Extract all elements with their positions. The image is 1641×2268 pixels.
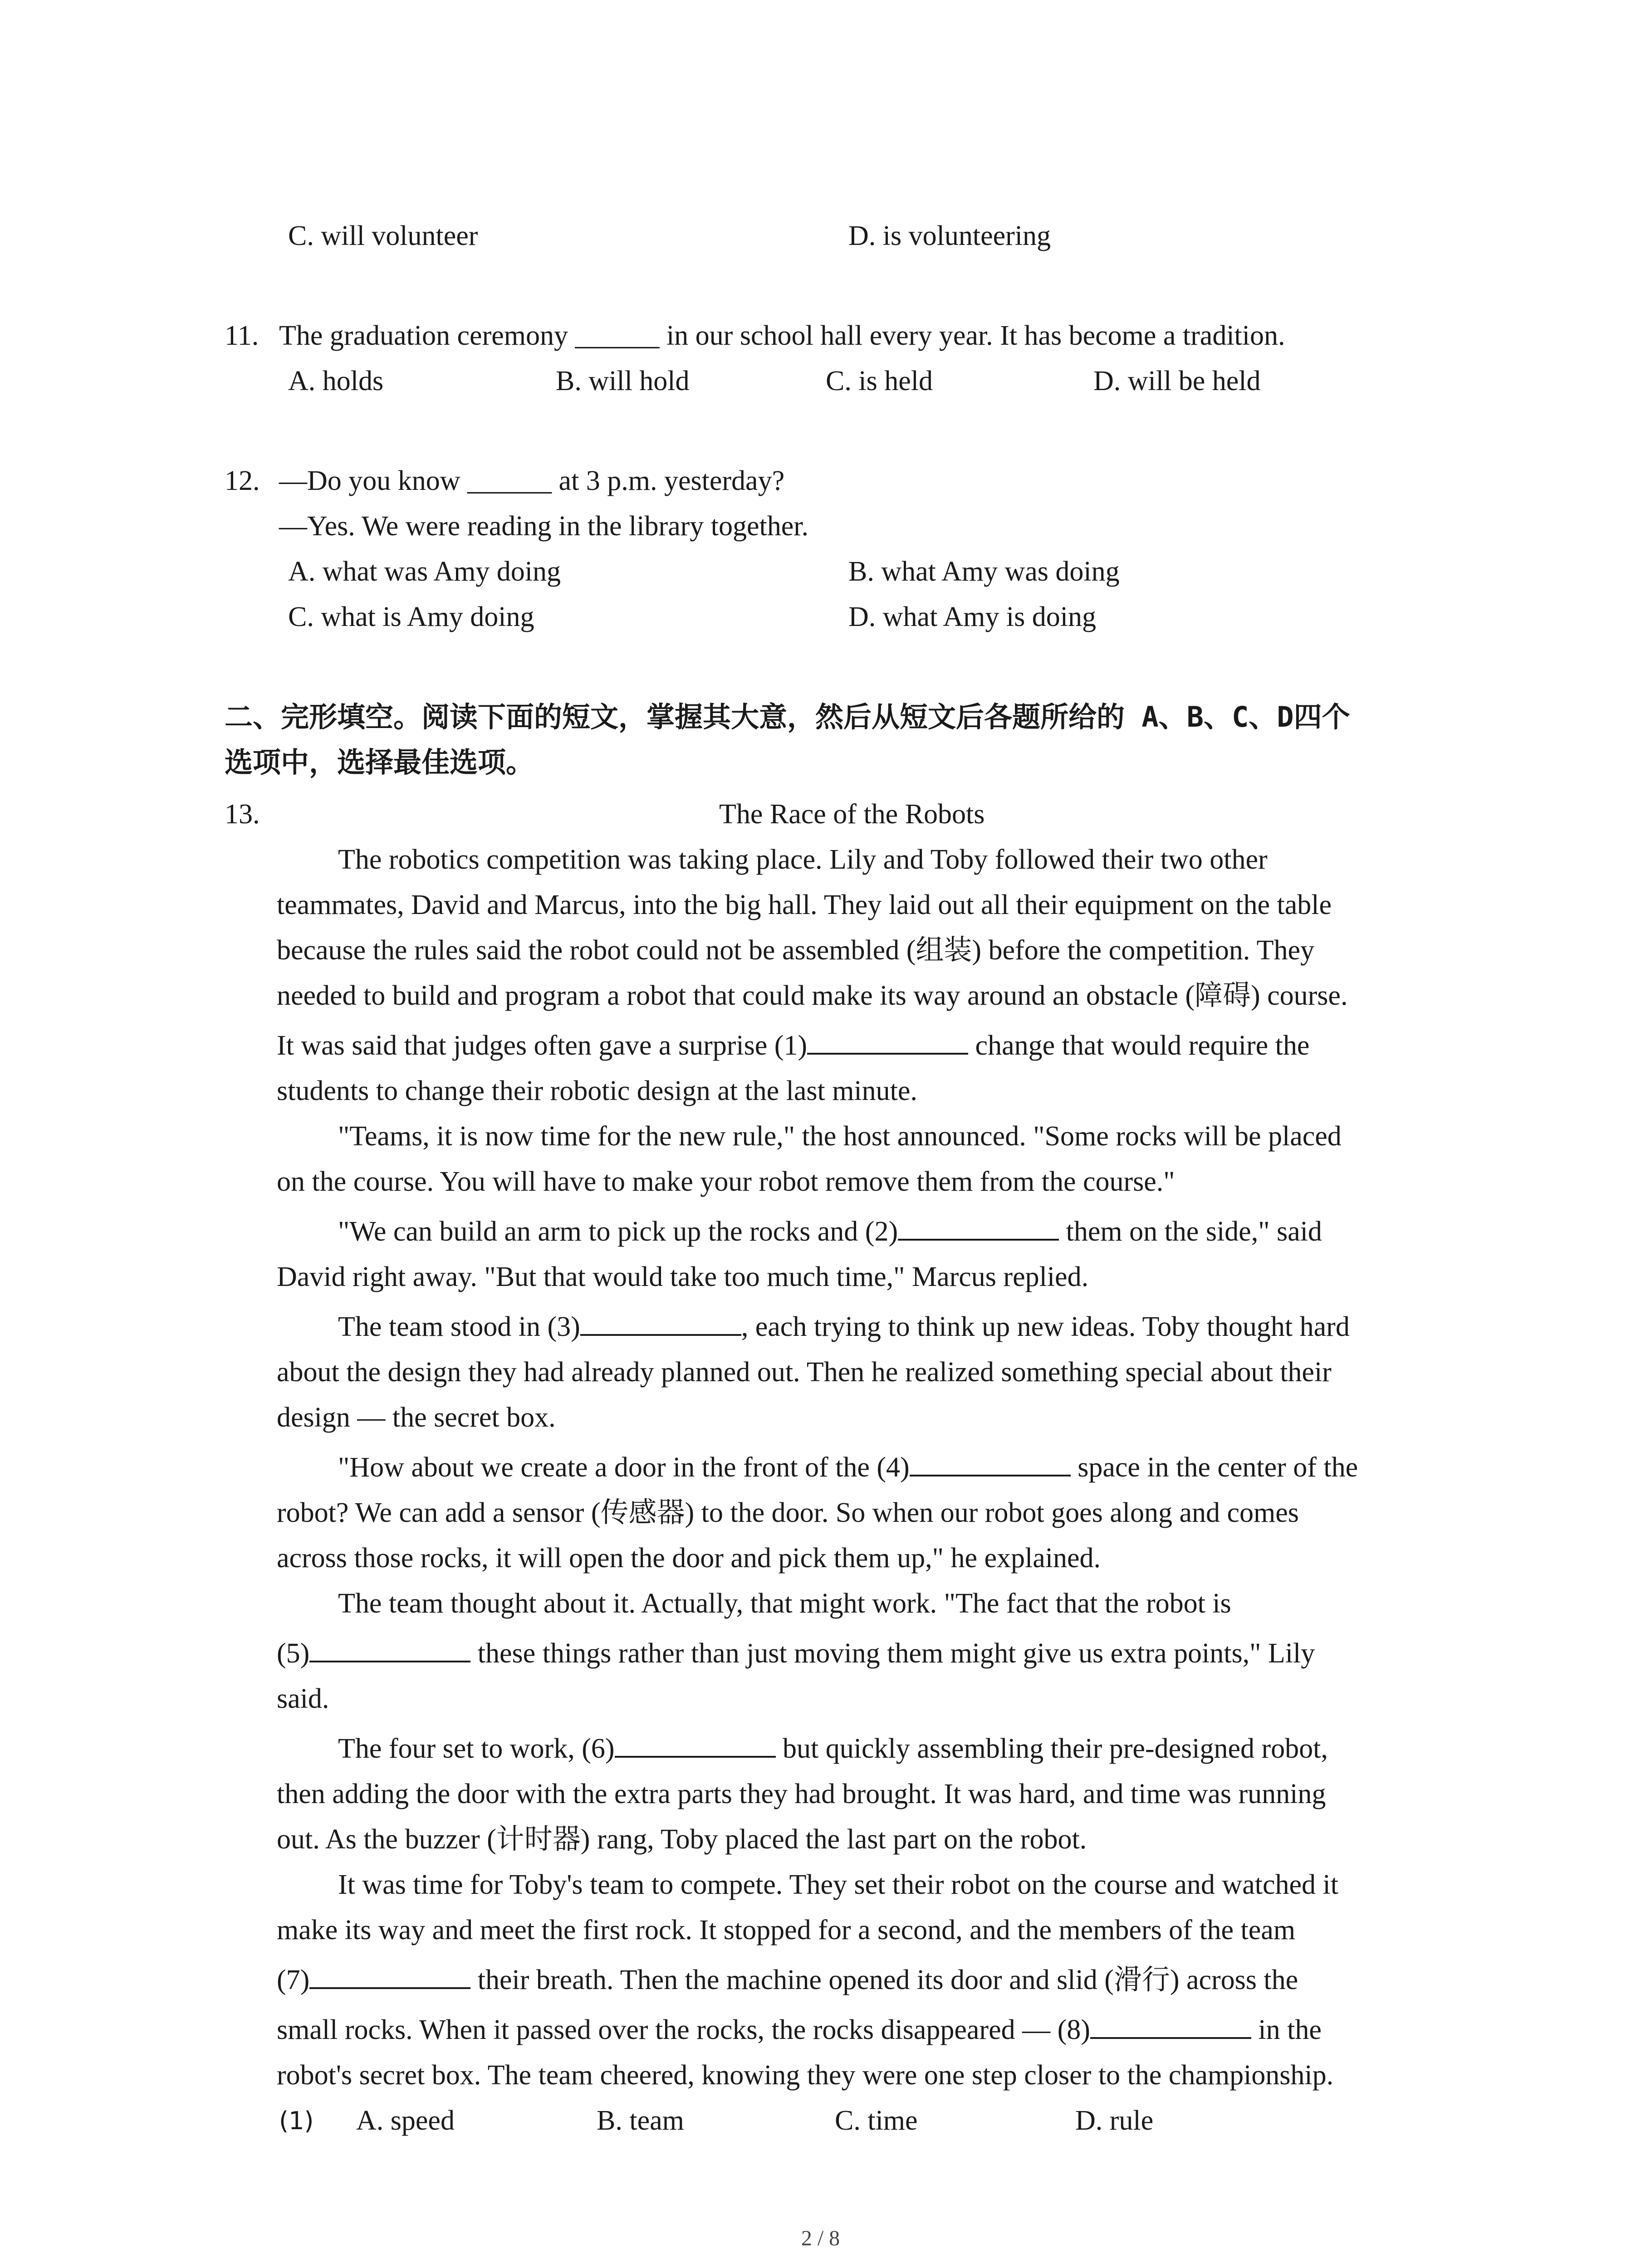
q10-option-d: D. is volunteering (848, 220, 1051, 251)
passage-line: The robotics competition was taking place. Lily and Toby followed their two other (338, 844, 1268, 875)
q12-option-a: A. what was Amy doing (288, 556, 561, 587)
q11-option-d: D. will be held (1093, 366, 1261, 396)
q12-option-c: C. what is Amy doing (288, 601, 534, 632)
passage-line: David right away. "But that would take too much time," Marcus replied. (277, 1261, 1089, 1292)
q12-number: 12. (225, 465, 260, 496)
q11-stem: The graduation ceremony ______ in our school hall every year. It has become a tradition. (279, 320, 1285, 351)
q12-line-1: —Do you know ______ at 3 p.m. yesterday? (279, 465, 785, 496)
blank-2 (898, 1210, 1059, 1241)
q11-number: 11. (225, 320, 259, 351)
passage-line: (7) their breath. Then the machine opened its door and slid (滑行) across the (277, 1957, 1298, 2003)
passage-line: It was time for Toby's team to compete. They set their robot on the course and watched it (338, 1869, 1338, 1900)
sub1-option-d: D. rule (1075, 2105, 1154, 2136)
passage-line: because the rules said the robot could not be assembled (组装) before the competition. They (277, 935, 1315, 966)
passage-line: small rocks. When it passed over the rocks, the rocks disappeared — (8) in the (277, 2007, 1322, 2053)
q12-line-2: —Yes. We were reading in the library together. (279, 511, 808, 542)
blank-4 (910, 1446, 1071, 1476)
passage-line: needed to build and program a robot that could make its way around an obstacle (障碍) course. (277, 980, 1348, 1011)
blank-3 (580, 1305, 741, 1336)
sub1-option-b: B. team (597, 2105, 684, 2136)
section-heading-line-1: 二、完形填空。阅读下面的短文，掌握其大意，然后从短文后各题所给的 A、B、C、D四个 (225, 700, 1350, 733)
q13-number: 13. (225, 799, 260, 830)
passage-line: robot's secret box. The team cheered, knowing they were one step closer to the championship. (277, 2060, 1334, 2091)
passage-line: design — the secret box. (277, 1402, 556, 1433)
passage-line: The team thought about it. Actually, that might work. "The fact that the robot is (338, 1588, 1231, 1619)
passage-line: The four set to work, (6) but quickly assembling their pre-designed robot, (338, 1726, 1328, 1772)
blank-5 (309, 1632, 470, 1662)
sub1-option-c: C. time (835, 2105, 918, 2136)
section-heading-line-2: 选项中，选择最佳选项。 (225, 746, 534, 779)
passage-line: (5) these things rather than just moving them might give us extra points," Lily (277, 1631, 1315, 1677)
q11-option-a: A. holds (288, 366, 384, 396)
sub1-option-a: A. speed (356, 2105, 455, 2136)
passage-line: It was said that judges often gave a surprise (1) change that would require the (277, 1023, 1309, 1069)
passage-line: "How about we create a door in the front of the (4) space in the center of the (338, 1445, 1358, 1491)
sub-question-1-number: (1) (279, 2107, 314, 2135)
blank-7 (309, 1958, 470, 1989)
passage-title: The Race of the Robots (719, 799, 985, 830)
page-number: 2 / 8 (801, 2226, 840, 2250)
passage-line: "Teams, it is now time for the new rule," the host announced. "Some rocks will be placed (338, 1121, 1342, 1152)
q11-option-c: C. is held (826, 366, 933, 396)
q12-option-b: B. what Amy was doing (848, 556, 1120, 587)
blank-6 (615, 1727, 776, 1758)
passage-line: across those rocks, it will open the door and pick them up," he explained. (277, 1543, 1101, 1574)
passage-line: about the design they had already planned out. Then he realized something special about their (277, 1357, 1332, 1388)
passage-line: make its way and meet the first rock. It stopped for a second, and the members of the team (277, 1915, 1296, 1945)
passage-line: on the course. You will have to make your robot remove them from the course." (277, 1166, 1175, 1197)
q10-option-c: C. will volunteer (288, 220, 478, 251)
passage-line: The team stood in (3) , each trying to think up new ideas. Toby thought hard (338, 1304, 1350, 1350)
blank-8 (1090, 2008, 1251, 2039)
q12-option-d: D. what Amy is doing (848, 601, 1096, 632)
q11-option-b: B. will hold (556, 366, 690, 396)
passage-line: students to change their robotic design at the last minute. (277, 1075, 917, 1106)
passage-line: out. As the buzzer (计时器) rang, Toby placed the last part on the robot. (277, 1824, 1087, 1855)
passage-line: then adding the door with the extra parts they had brought. It was hard, and time was running (277, 1779, 1326, 1809)
passage-line: "We can build an arm to pick up the rocks and (2) them on the side," said (338, 1209, 1322, 1255)
passage-line: said. (277, 1683, 329, 1714)
passage-line: robot? We can add a sensor (传感器) to the door. So when our robot goes along and comes (277, 1497, 1299, 1528)
passage-line: teammates, David and Marcus, into the big hall. They laid out all their equipment on the table (277, 890, 1332, 920)
blank-1 (807, 1024, 968, 1055)
